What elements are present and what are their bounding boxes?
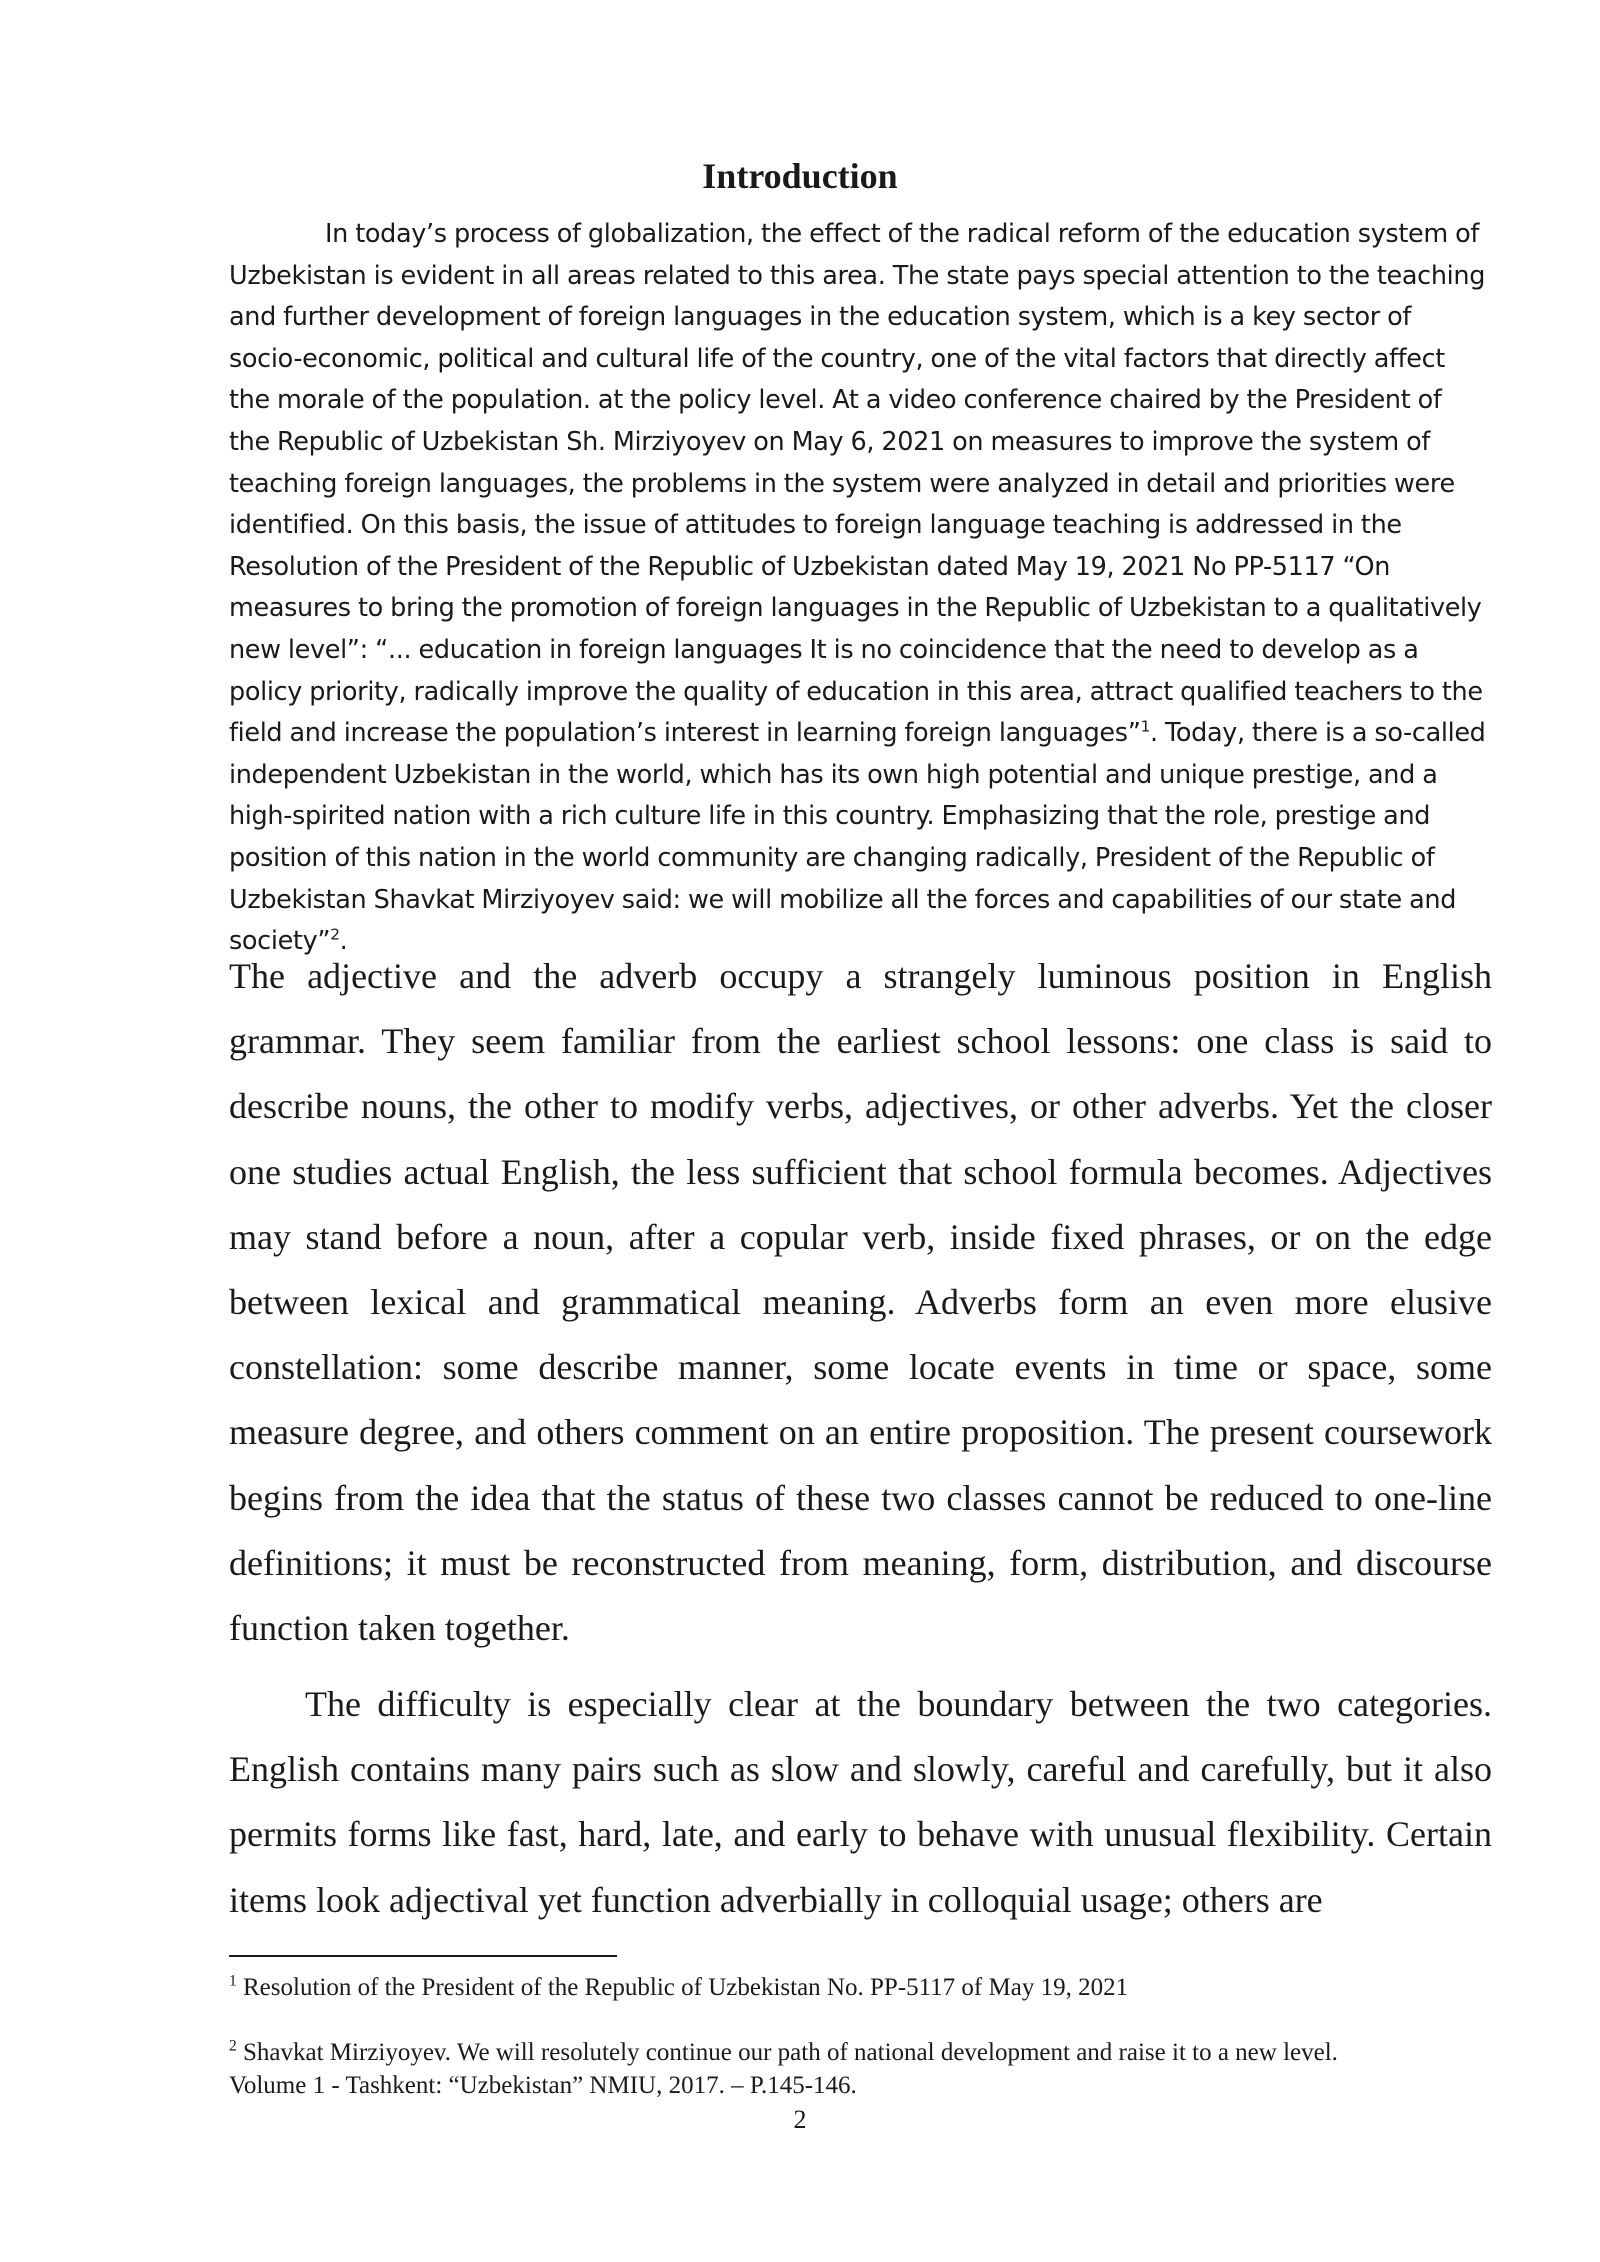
body-paragraph-1: The adjective and the adverb occupy a strangely luminous position in English grammar. They seem familiar from the earliest school lessons: one class is said to describe nouns, the other to modify verbs, adjectives, or other adverbs. Yet the closer one studies actual English, the less sufficient that school formula becomes. Adjectives may stand before a noun, after a copular verb, inside fixed phrases, or on the edge between lexical and grammatical meaning. Adverbs form an even more elusive constellation: some describe manner, some locate events in time or space, some measure degree, and others comment on an entire proposition. The present coursework begins from the idea that the status of these two classes cannot be reduced to one-line definitions; it must be reconstructed from meaning, form, distribution, and discourse function taken together. (229, 956, 1492, 1649)
footnote-2-mark: 2 (229, 2037, 237, 2055)
footnote-ref-2[interactable]: 2 (330, 925, 340, 944)
footnote-2-line2: Volume 1 - Tashkent: “Uzbekistan” NMIU, 2017. – P.145-146. (229, 2072, 857, 2099)
footnote-2-line1: Shavkat Mirziyoyev. We will resolutely continue our path of national development and raise it to a new level. (243, 2039, 1338, 2066)
footnote-separator (229, 1955, 617, 1957)
page-number: 2 (793, 2105, 807, 2134)
intro-text-part3: . (339, 926, 348, 957)
intro-paragraph (229, 214, 1489, 963)
footnote-1-mark: 1 (229, 1972, 237, 1990)
page-title: Introduction (702, 156, 898, 196)
intro-text-part1: In today’s process of globalization, the effect of the radical reform of the education system of Uzbekistan is evident in all areas related to this area. The state pays special attention to the teaching and further development of foreign languages in the education system, which is a key sector of socio-economic, political and cultural life of the country, one of the vital factors that directly affect the morale of the population. at the policy level. At a video conference chaired by the President of the Republic of Uzbekistan Sh. Mirziyoyev on May 6, 2021 on measures to improve the system of teaching foreign languages, the problems in the system were analyzed in detail and priorities were identified. On this basis, the issue of attitudes to foreign language teaching is addressed in the Resolution of the President of the Republic of Uzbekistan dated May 19, 2021 No PP-5117 “On measures to bring the promotion of foreign languages in the Republic of Uzbekistan to a qualitatively new level”: “... education in foreign languages It is no coincidence that the need to develop as a policy priority, radically improve the quality of education in this area, attract qualified teachers to the field and increase the population’s interest in learning foreign languages” (229, 219, 1486, 749)
footnote-1-text: Resolution of the President of the Republic of Uzbekistan No. PP-5117 of May 19, 2021 (243, 1974, 1129, 2001)
body-paragraph-2: The difficulty is especially clear at the boundary between the two categories. English contains many pairs such as slow and slowly, careful and carefully, but it also permits forms like fast, hard, late, and early to behave with unusual flexibility. Certain items look adjectival yet function adverbially in colloquial usage; others are (229, 1684, 1492, 1920)
footnote-1 (229, 1971, 1509, 2004)
footnote-ref-1[interactable]: 1 (1140, 717, 1150, 736)
footnote-2 (229, 2036, 1509, 2102)
intro-text-part2: . Today, there is a so-called independent Uzbekistan in the world, which has its own high potential and unique prestige, and a high-spirited nation with a rich culture life in this country. Emphasizing that the role, prestige and position of this nation in the world community are changing radically, President of the Republic of Uzbekistan Shavkat Mirziyoyev said: we will mobilize all the forces and capabilities of our state and society” (229, 718, 1486, 957)
